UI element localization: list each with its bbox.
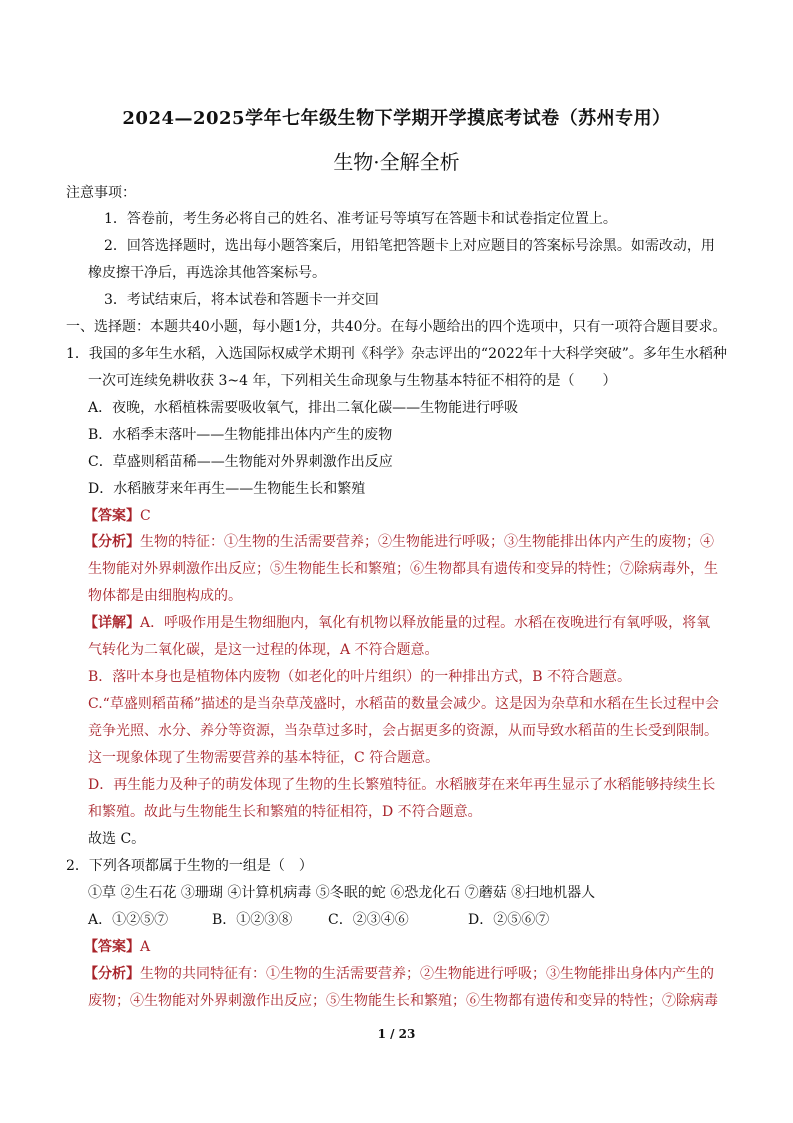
question-items: ①草 ②生石花 ③珊瑚 ④计算机病毒 ⑤冬眠的蛇 ⑥恐龙化石 ⑦蘑菇 ⑧扫地机器人 — [88, 885, 596, 901]
detail-text: 竞争光照、水分、养分等资源，当杂草过多时，会占据更多的资源，从而导致水稻苗的生长受到限制。 — [88, 723, 718, 739]
question-stem: 一次可连续免耕收获 3~4 年，下列相关生命现象与生物基本特征不相符的是（ ） — [88, 373, 617, 389]
analysis-text: 生物能对外界刺激作出反应；⑤生物能生长和繁殖；⑥生物都具有遗传和变异的特性；⑦除病毒外，生 — [88, 561, 718, 577]
question-stem: 1．我国的多年生水稻，入选国际权威学术期刊《科学》杂志评出的“2022年十大科学突破”。多年生水稻种 — [66, 346, 727, 362]
question-option: D．②⑤⑥⑦ — [468, 912, 550, 928]
detail-text: C.“草盛则稻苗稀”描述的是当杂草茂盛时，水稻苗的数量会减少。这是因为杂草和水稻在生长过程中会 — [88, 696, 719, 712]
notice-item: 1．答卷前，考生务必将自己的姓名、准考证号等填写在答题卡和试卷指定位置上。 — [104, 211, 617, 227]
question-option: C．②③④⑥ — [328, 912, 409, 928]
answer-line — [84, 507, 151, 525]
question-option: B．①②③⑧ — [212, 912, 293, 928]
page-title: 2024—2025学年七年级生物下学期开学摸底考试卷（苏州专用） — [122, 108, 671, 129]
question-option: A．①②⑤⑦ — [88, 912, 169, 928]
question-option: A．夜晚，水稻植株需要吸收氧气，排出二氧化碳——生物能进行呼吸 — [88, 400, 519, 416]
detail-text: 这一现象体现了生物需要营养的基本特征，C 符合题意。 — [88, 750, 440, 766]
question-option: D．水稻腋芽来年再生——生物能生长和繁殖 — [88, 481, 366, 497]
answer-label: 【答案】 — [84, 939, 140, 955]
analysis-label: 【分析】 — [84, 534, 140, 550]
detail-label: 【详解】 — [84, 615, 140, 631]
page-number: 1 / 23 — [377, 1027, 416, 1041]
answer-label: 【答案】 — [84, 508, 140, 524]
analysis-text: 物体都是由细胞构成的。 — [88, 588, 242, 604]
detail-line — [84, 614, 710, 632]
detail-text: B．落叶本身也是植物体内废物（如老化的叶片组织）的一种排出方式，B 不符合题意。 — [88, 669, 632, 685]
analysis-text: 废物；④生物能对外界刺激作出反应；⑤生物能生长和繁殖；⑥生物都有遗传和变异的特性；⑦除病毒 — [88, 993, 718, 1009]
analysis-line — [84, 533, 714, 551]
answer-value: C — [140, 508, 151, 524]
answer-line — [84, 938, 150, 956]
detail-text: A．呼吸作用是生物细胞内，氧化有机物以释放能量的过程。水稻在夜晚进行有氧呼吸，将氧 — [140, 615, 711, 631]
notice-item: 2．回答选择题时，选出每小题答案后，用铅笔把答题卡上对应题目的答案标号涂黑。如需改动，用 — [104, 238, 715, 254]
notice-heading: 注意事项： — [66, 185, 136, 201]
question-option: C．草盛则稻苗稀——生物能对外界刺激作出反应 — [88, 454, 393, 470]
question-option: B．水稻季末落叶——生物能排出体内产生的废物 — [88, 427, 393, 443]
question-stem: 2．下列各项都属于生物的一组是（ ） — [66, 858, 313, 874]
detail-text: 气转化为二氧化碳，是这一过程的体现，A 不符合题意。 — [88, 642, 439, 658]
analysis-text: 生物的共同特征有：①生物的生活需要营养；②生物能进行呼吸；③生物能排出身体内产生的 — [140, 966, 714, 982]
detail-text: 和繁殖。故此与生物能生长和繁殖的特征相符，D 不符合题意。 — [88, 804, 482, 820]
notice-item: 橡皮擦干净后，再选涂其他答案标号。 — [88, 265, 326, 281]
page-subtitle: 生物·全解全析 — [333, 150, 460, 174]
analysis-text: 生物的特征：①生物的生活需要营养；②生物能进行呼吸；③生物能排出体内产生的废物；④ — [140, 534, 714, 550]
analysis-line — [84, 965, 714, 983]
answer-value: A — [140, 939, 151, 955]
analysis-label: 【分析】 — [84, 966, 140, 982]
section-heading: 一、选择题：本题共40小题，每小题1分，共40分。在每小题给出的四个选项中，只有一项符合题目要求。 — [66, 319, 727, 335]
detail-text: 故选 C。 — [88, 831, 146, 847]
detail-text: D．再生能力及种子的萌发体现了生物的生长繁殖特征。水稻腋芽在来年再生显示了水稻能够持续生长 — [88, 777, 716, 793]
notice-item: 3．考试结束后，将本试卷和答题卡一并交回 — [104, 292, 379, 308]
